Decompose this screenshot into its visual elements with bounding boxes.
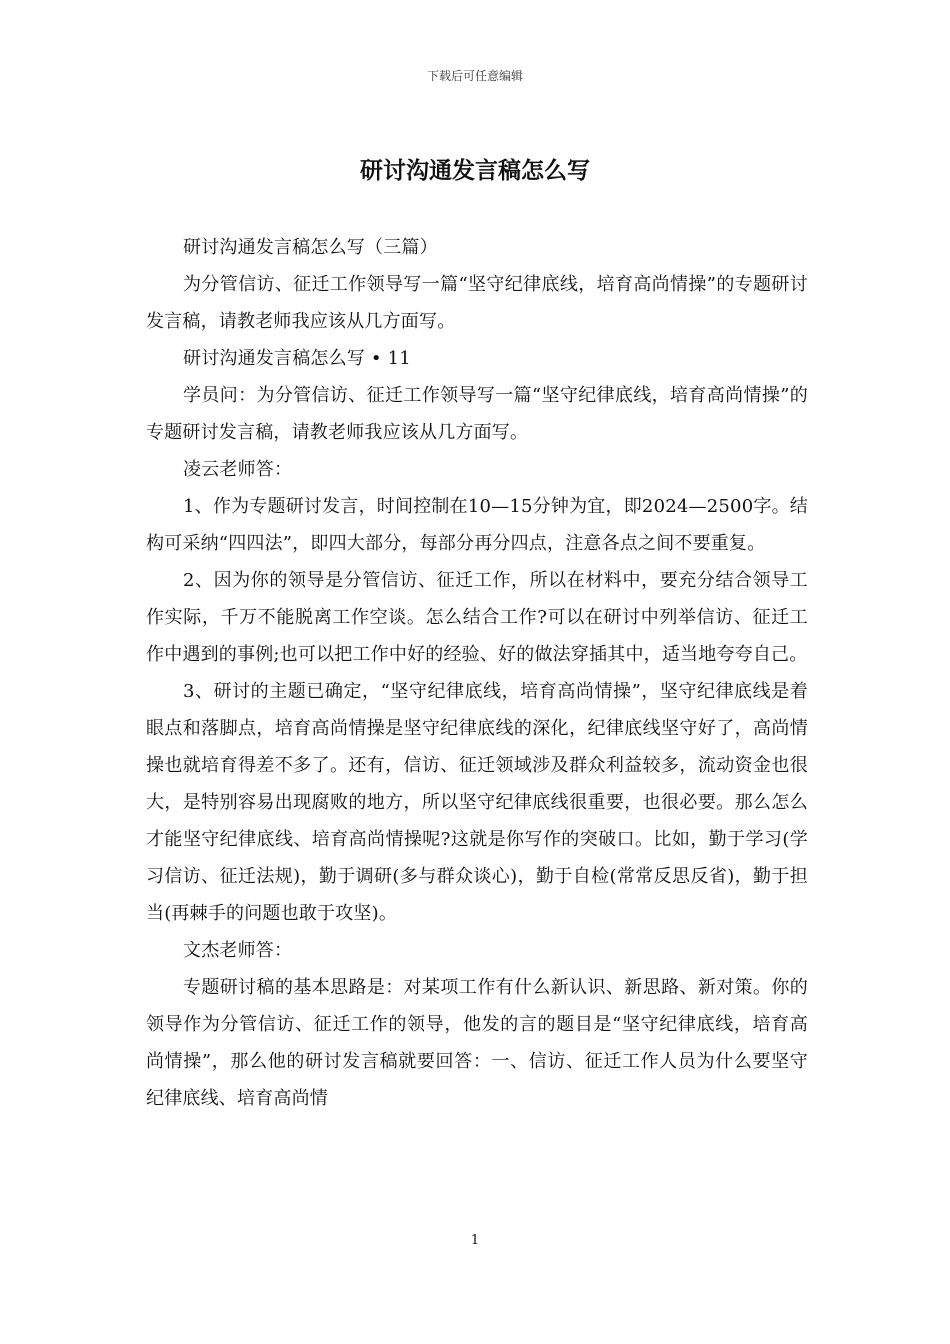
paragraph-subtitle: 研讨沟通发言稿怎么写（三篇） <box>183 237 438 258</box>
document-title: 研讨沟通发言稿怎么写 <box>360 157 590 184</box>
paragraph-answer-wenjie: 专题研讨稿的基本思路是：对某项工作有什么新认识、新思路、新对策。你的领导作为分管信访、征迁工作的领导，他发的言的题目是“坚守纪律底线，培育高尚情操”，那么他的研讨发言稿就要回答：一、信访、征迁工作人员为什么要坚守纪律底线、培育高尚情 <box>146 977 808 1109</box>
paragraph-student-question: 学员问：为分管信访、征迁工作领导写一篇“坚守纪律底线，培育高尚情操”的专题研讨发言稿，请教老师我应该从几方面写。 <box>146 385 808 443</box>
paragraph-point-1: 1、作为专题研讨发言，时间控制在10—15分钟为宜，即2024—2500字。结构可采纳“四四法”，即四大部分，每部分再分四点，注意各点之间不要重复。 <box>146 496 808 554</box>
paragraph-teacher-wenjie: 文杰老师答： <box>183 940 293 961</box>
paragraph-teacher-lingyun: 凌云老师答： <box>183 459 293 480</box>
document-body <box>146 229 808 1117</box>
page-number: 1 <box>470 1233 480 1248</box>
paragraph-point-3: 3、研讨的主题已确定，“坚守纪律底线，培育高尚情操”，坚守纪律底线是着眼点和落脚点，培育高尚情操是坚守纪律底线的深化，纪律底线坚守好了，高尚情操也就培育得差不多了。还有，信访、征迁领域涉及群众利益较多，流动资金也很大，是特别容易出现腐败的地方，所以坚守纪律底线很重要，也很必要。那么怎么才能坚守纪律底线、培育高尚情操呢?这就是你写作的突破口。比如，勤于学习(学习信访、征迁法规)，勤于调研(多与群众谈心)，勤于自检(常常反思反省)，勤于担当(再棘手的问题也敢于攻坚)。 <box>146 681 808 924</box>
paragraph-section-heading: 研讨沟通发言稿怎么写 • 11 <box>183 348 411 369</box>
page-header-note: 下载后可任意编辑 <box>426 69 523 83</box>
paragraph-point-2: 2、因为你的领导是分管信访、征迁工作，所以在材料中，要充分结合领导工作实际，千万不能脱离工作空谈。怎么结合工作?可以在研讨中列举信访、征迁工作中遇到的事例;也可以把工作中好的经验、好的做法穿插其中，适当地夸夸自己。 <box>146 570 808 665</box>
paragraph-question: 为分管信访、征迁工作领导写一篇“坚守纪律底线，培育高尚情操”的专题研讨发言稿，请教老师我应该从几方面写。 <box>146 274 808 332</box>
